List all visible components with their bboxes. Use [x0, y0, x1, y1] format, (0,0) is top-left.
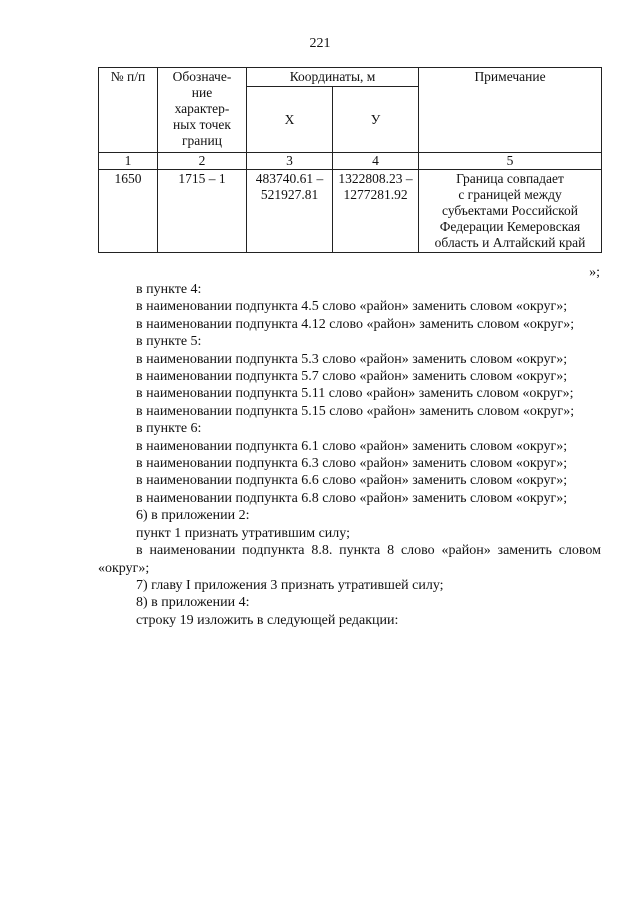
column-number: 1 — [99, 153, 158, 170]
column-number: 3 — [247, 153, 333, 170]
header-y: У — [333, 87, 419, 153]
paragraph: в наименовании подпункта 5.15 слово «район» заменить словом «округ»; — [136, 403, 575, 419]
paragraph: в наименовании подпункта 4.5 слово «район» заменить словом «округ»; — [136, 299, 568, 315]
column-number: 5 — [419, 153, 602, 170]
column-number: 4 — [333, 153, 419, 170]
paragraph: в пункте 4: — [136, 282, 202, 297]
cell-note: Граница совпадает с границей между субъектами Российской Федерации Кемеровская область и Алтайский край — [419, 170, 602, 253]
paragraph: в наименовании подпункта 6.6 слово «район» заменить словом «округ»; — [136, 473, 568, 489]
paragraph: 8) в приложении 4: — [136, 595, 250, 611]
page-number: 221 — [309, 36, 331, 51]
paragraph: 7) главу I приложения 3 признать утратившей силу; — [136, 577, 444, 593]
header-coordinates: Координаты, м — [247, 68, 419, 87]
paragraph: в наименовании подпункта 5.7 слово «район» заменить словом «округ»; — [136, 369, 568, 385]
paragraph: в наименовании подпункта 6.1 слово «район» заменить словом «округ»; — [136, 438, 568, 454]
header-num: № п/п — [99, 68, 158, 153]
paragraph: в пункте 5: — [136, 334, 202, 350]
paragraph: в наименовании подпункта 6.8 слово «район» заменить словом «округ»; — [136, 490, 568, 506]
header-designation: Обозначе- ние характер- ных точек границ — [158, 68, 247, 153]
header-x: Х — [247, 87, 333, 153]
paragraph: пункт 1 признать утратившим силу; — [136, 525, 350, 541]
amendment-text — [98, 281, 601, 629]
coordinates-table — [98, 67, 602, 253]
column-number-row — [99, 153, 602, 170]
paragraph: в пункте 6: — [136, 421, 202, 437]
header-note: Примечание — [419, 68, 602, 153]
cell-x: 483740.61 – 521927.81 — [247, 170, 333, 253]
paragraph: в наименовании подпункта 6.3 слово «район» заменить словом «округ»; — [136, 456, 568, 472]
cell-num: 1650 — [99, 170, 158, 253]
closing-quote: »; — [589, 265, 600, 280]
paragraph: 6) в приложении 2: — [136, 508, 250, 524]
table-row — [99, 170, 602, 253]
paragraph: в наименовании подпункта 4.12 слово «район» заменить словом «округ»; — [136, 316, 575, 332]
cell-y: 1322808.23 – 1277281.92 — [333, 170, 419, 253]
paragraph: в наименовании подпункта 5.11 слово «район» заменить словом «округ»; — [136, 386, 574, 402]
column-number: 2 — [158, 153, 247, 170]
paragraph: в наименовании подпункта 8.8. пункта 8 слово «район» заменить словом «округ»; — [98, 543, 601, 576]
cell-designation: 1715 – 1 — [158, 170, 247, 253]
paragraph: в наименовании подпункта 5.3 слово «район» заменить словом «округ»; — [136, 351, 568, 367]
paragraph: строку 19 изложить в следующей редакции: — [136, 612, 399, 628]
